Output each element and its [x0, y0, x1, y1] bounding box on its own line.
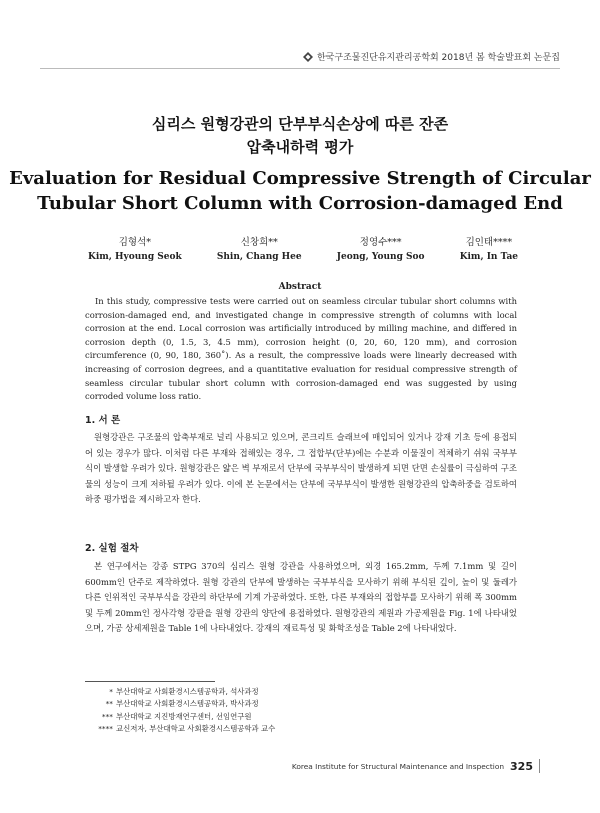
author-korean-name: 신창희**: [240, 237, 278, 248]
author-list: [88, 236, 518, 264]
author-1: [88, 236, 182, 264]
abstract-text: In this study, compressive tests were carried out on seamless circular tubular short columns with corrosion-damaged end, and investigated change in compressive strength of columns with local corrosion at the end. Local corrosion was artificially introduced by milling machine, and differed in corrosion depth (0, 1.5, 3, 4.5 mm), corrosion height (0, 20, 60, 120 mm), and corrosion circumference (0, 90, 180, 360˚). As a result, the compressive loads were linearly decreased with increasing of corrosion degrees, and a quantitative evaluation for residual compressive strength of seamless circular tubular short column with corrosion-damaged end was suggested by using corroded volume loss ratio.: [85, 296, 517, 402]
author-english-name: Kim, In Tae: [459, 252, 518, 262]
section-text-introduction: 원형강관은 구조물의 압축부재로 널리 사용되고 있으며, 콘크리트 슬래브에 매입되어 있거나 강재 기초 등에 용접되어 있는 경우가 많다. 이처럼 다른 부재와 접해있는 경우, 그 접합부(단부)에는 수분과 이물질이 적체하기 쉬워 국부부식이 발생할 우려가 있다. 원형강관은 얇은 벽 부재로서 단부에 국부부식이 발생하게 되면 단면 손실률이 극심하여 구조물의 성능이 크게 저하될 우려가 있다. 이에 본 논문에서는 단부에 국부부식이 발생한 원형강관의 압축하중을 검토하여 하중 평가법을 제시하고자 한다.: [85, 432, 517, 505]
header-rule: [40, 68, 560, 69]
diamond-logo-icon: [303, 52, 313, 62]
page-number: 325: [510, 759, 533, 773]
author-english-name: Kim, Hyoung Seok: [88, 252, 182, 262]
author-english-name: Shin, Chang Hee: [216, 252, 302, 262]
english-title-line-2: Tubular Short Column with Corrosion-damaged End: [37, 193, 563, 214]
running-header: [303, 50, 560, 63]
footnote-mark: ****: [98, 724, 113, 734]
journal-name: 한국구조물진단유지관리공학회 2018년 봄 학술발표회 논문집: [316, 53, 560, 63]
footer-institute: Korea Institute for Structural Maintenance and Inspection: [291, 761, 505, 771]
korean-title-line-1: 심리스 원형강관의 단부부식손상에 따른 잔존: [151, 115, 449, 133]
author-korean-name: 정영수***: [359, 237, 402, 248]
korean-title: [0, 113, 600, 159]
author-korean-name: 김형석*: [118, 237, 152, 248]
abstract-heading: Abstract: [278, 282, 322, 292]
author-3: [337, 236, 425, 264]
footnote: [85, 698, 275, 710]
author-english-name: Jeong, Young Soo: [336, 252, 425, 262]
page-footer: [292, 759, 540, 773]
english-title: [0, 166, 600, 216]
section-heading-introduction: 1. 서 론: [85, 415, 121, 426]
footnote-mark: ***: [101, 711, 113, 721]
footnote-text: 교신저자, 부산대학교 사회환경시스템공학과 교수: [116, 724, 276, 734]
footnote: [85, 723, 275, 735]
footnotes: [85, 686, 275, 736]
korean-title-line-2: 압축내하력 평가: [246, 138, 354, 156]
footnote-mark: *: [109, 687, 113, 696]
footnote-mark: **: [105, 699, 113, 709]
footnote-text: 부산대학교 사회환경시스템공학과, 박사과정: [116, 699, 259, 709]
author-2: [217, 236, 302, 264]
footnote-text: 부산대학교 사회환경시스템공학과, 석사과정: [116, 687, 259, 696]
section-text-procedure: 본 연구에서는 강종 STPG 370의 심리스 원형 강관을 사용하였으며, 외경 165.2mm, 두께 7.1mm 및 길이 600mm인 단주로 제작하였다. 원형 강관의 단부에 발생하는 국부부식을 모사하기 위해 부식된 깊이, 높이 및 둘레가 다른 인위적인 국부부식을 강관의 하단부에 기계 가공하였다. 또한, 다른 부재와의 접합부를 모사하기 위해 폭 300mm 및 두께 20mm인 정사각형 강판을 원형 강관의 양단에 용접하였다. 원형강관의 제원과 가공제원을 Fig. 1에 나타내었으며, 가공 상세제원을 Table 1에 나타내었다. 강재의 재료특성 및 화학조성을 Table 2에 나타내었다.: [85, 561, 517, 634]
author-4: [460, 236, 518, 264]
section-heading-procedure: 2. 실험 절차: [85, 543, 139, 554]
footnote-text: 부산대학교 지진방재연구센터, 선임연구원: [116, 711, 252, 721]
footnote-rule: [85, 681, 215, 682]
english-title-line-1: Evaluation for Residual Compressive Strength of Circular: [9, 168, 591, 189]
author-korean-name: 김인태****: [465, 237, 513, 248]
footnote: [85, 711, 275, 723]
footnote: [85, 686, 275, 698]
footer-divider: [539, 759, 540, 773]
